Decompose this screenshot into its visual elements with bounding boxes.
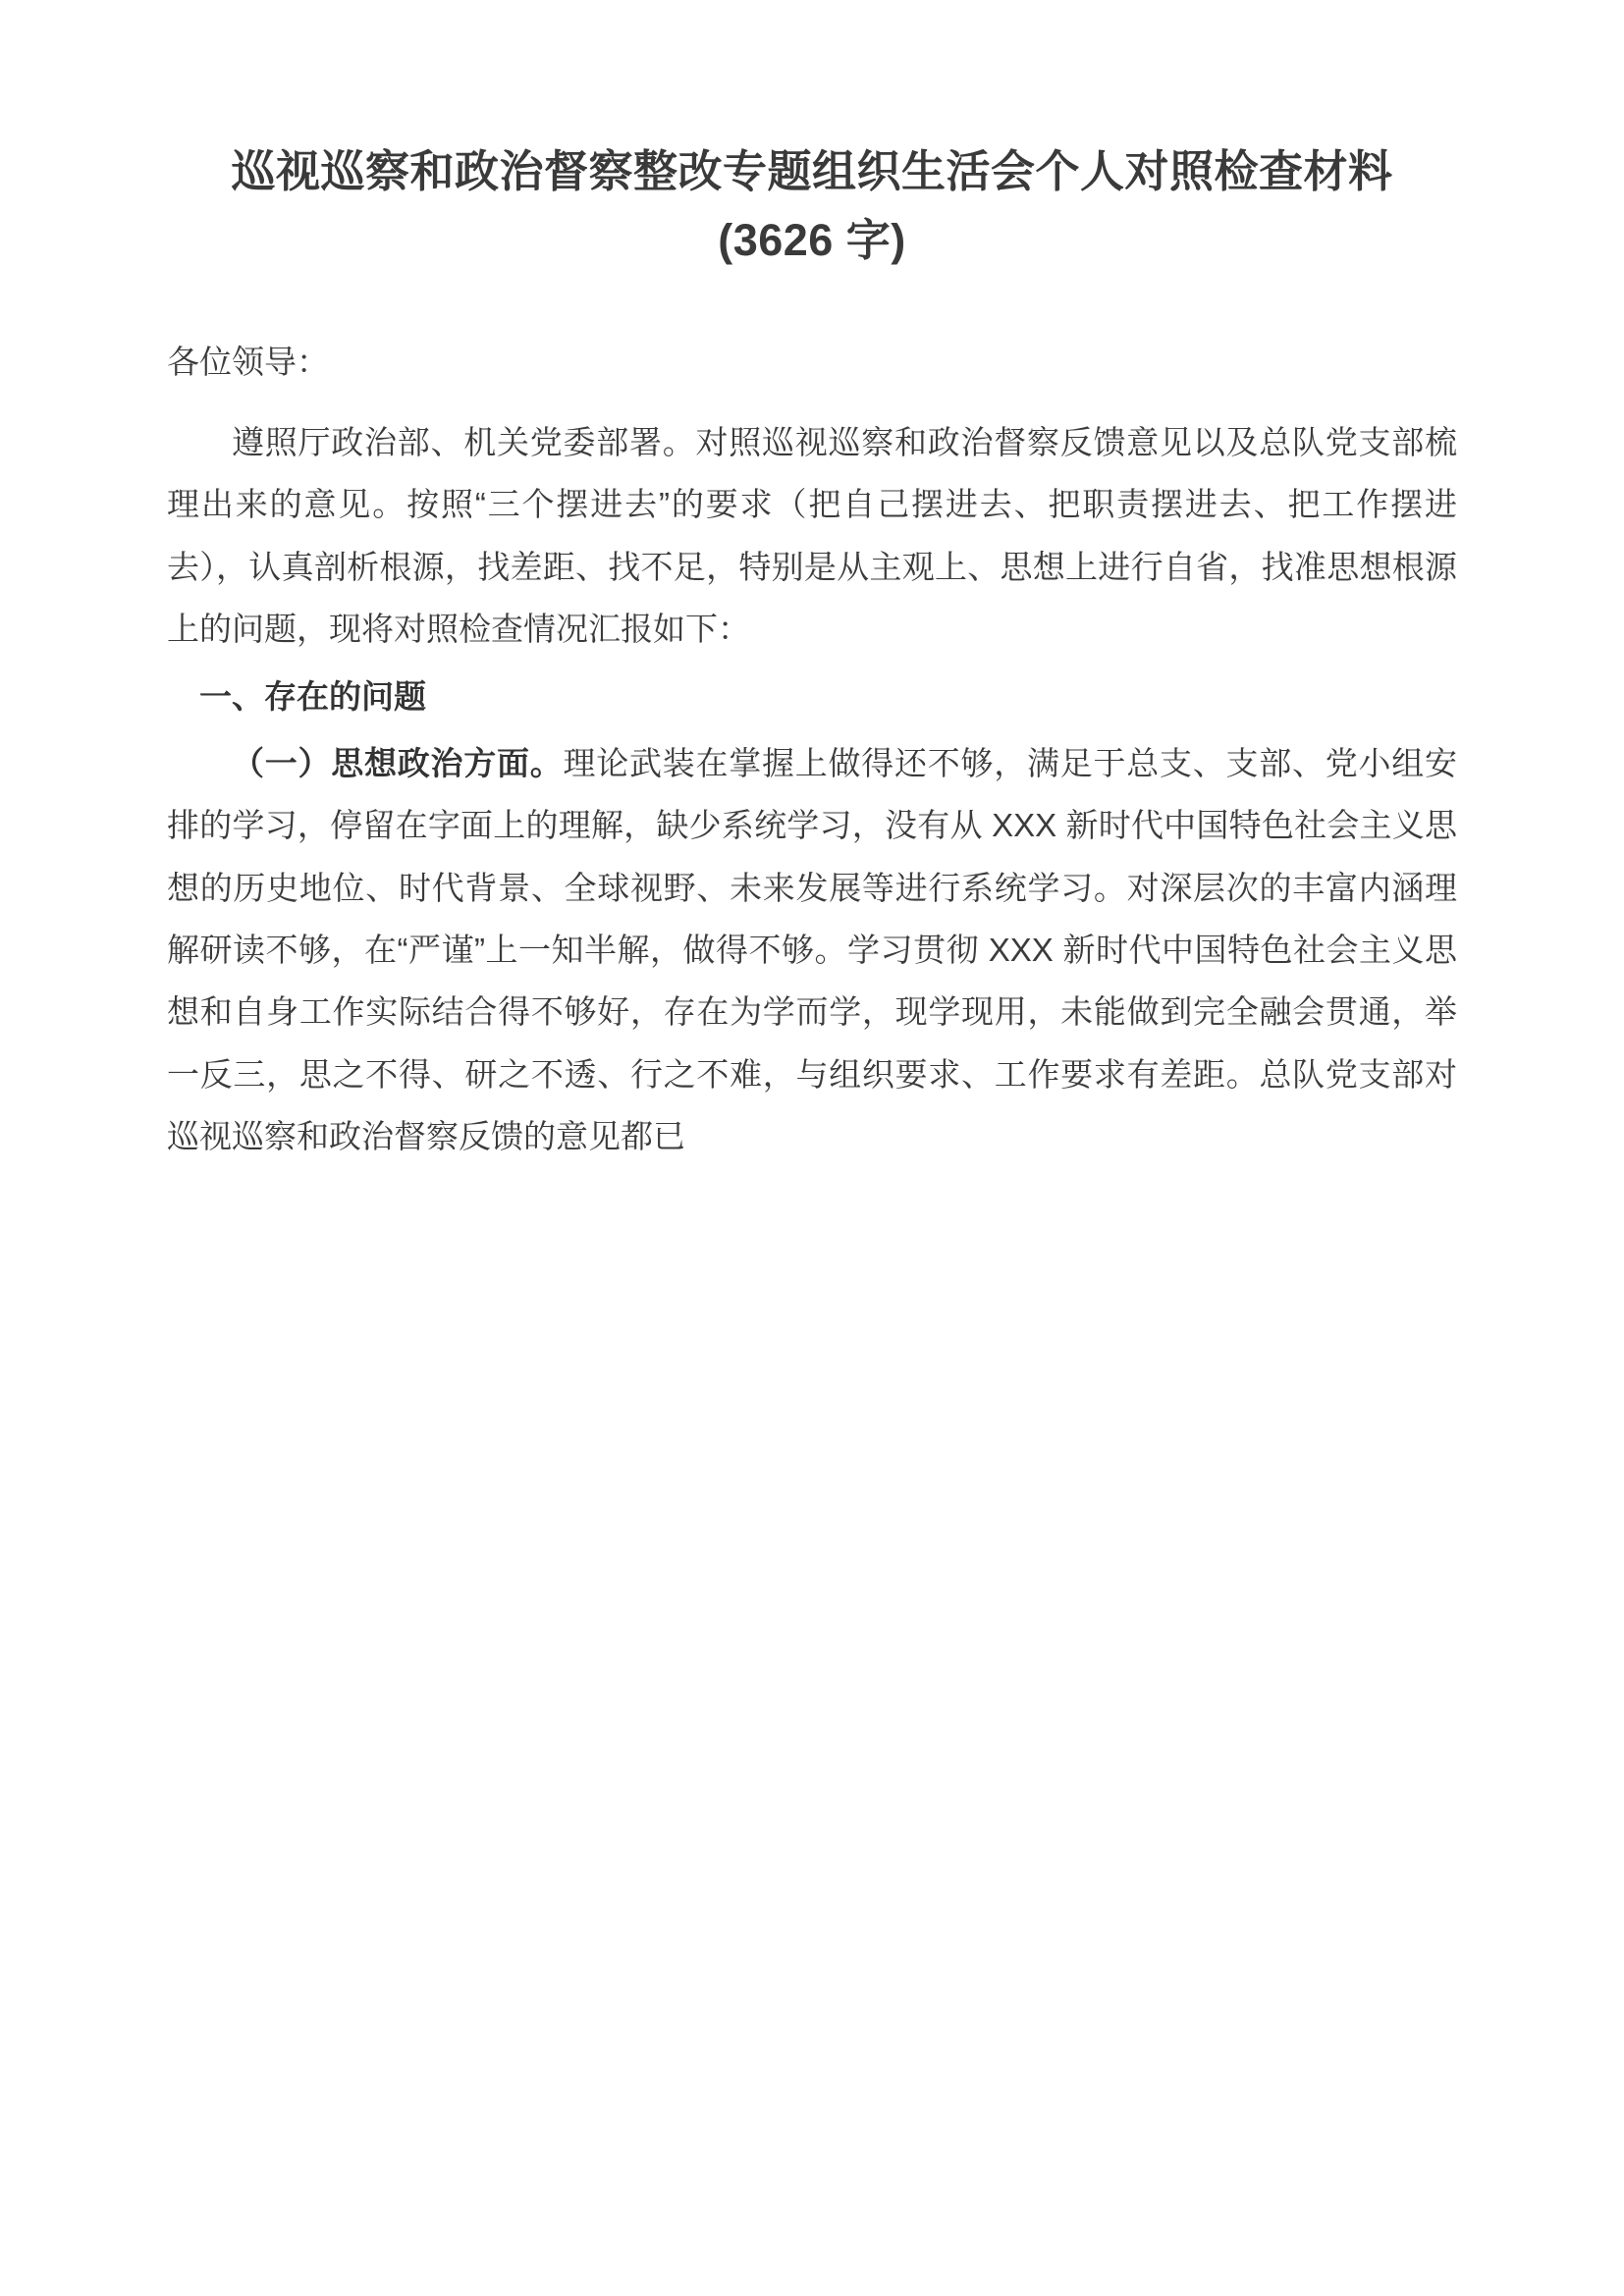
- page-title: 巡视巡察和政治督察整改专题组织生活会个人对照检查材料(3626 字): [231, 146, 1393, 265]
- paragraph-intro: 遵照厅政治部、机关党委部署。对照巡视巡察和政治督察反馈意见以及总队党支部梳理出来的意见。按照“三个摆进去”的要求（把自己摆进去、把职责摆进去、把工作摆进去），认真剖析根源，找差距、找不足，特别是从主观上、思想上进行自省，找准思想根源上的问题，现将对照检查情况汇报如下：: [167, 424, 1457, 648]
- section-heading-existing-problems: 一、存在的问题: [199, 678, 426, 716]
- salutation: 各位领导：: [167, 343, 329, 380]
- subsection-text-ideological-political: 理论武装在掌握上做得还不够，满足于总支、支部、党小组安排的学习，停留在字面上的理解，缺少系统学习，没有从 XXX 新时代中国特色社会主义思想的历史地位、时代背景、全球视野、未来发展等进行系统学习。对深层次的丰富内涵理解研读不够，在“严谨”上一知半解，做得不够。学习贯彻 XXX 新时代中国特色社会主义思想和自身工作实际结合得不够好，存在为学而学，现学现用，未能做到完全融会贯通，举一反三，思之不得、研之不透、行之不难，与组织要求、工作要求有差距。总队党支部对巡视巡察和政治督察反馈的意见都已: [167, 744, 1457, 1154]
- paragraph-section-one: [167, 732, 1457, 1168]
- subsection-label-ideological-political: （一）思想政治方面。: [232, 744, 564, 781]
